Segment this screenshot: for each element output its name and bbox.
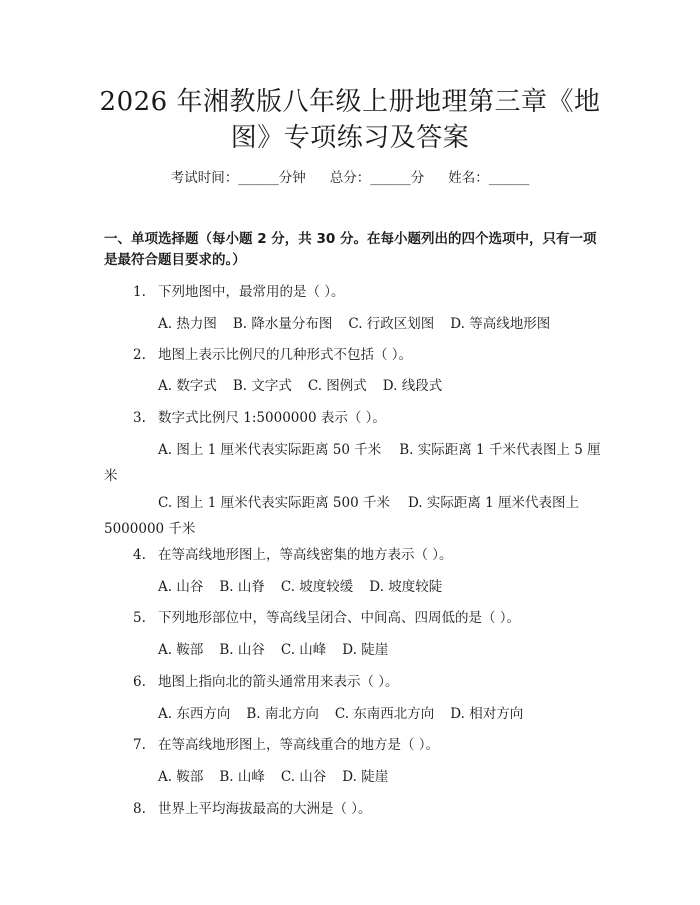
option-b: B. 山脊 [219,579,265,595]
title-line-1: 2026 年湘教版八年级上册地理第三章《地 [99,87,601,117]
option-d: D. 坡度较陡 [369,579,443,595]
question-number: 5. [133,610,146,626]
question-4 [133,545,603,565]
option-c: C. 山峰 [280,642,327,658]
question-2 [133,345,603,365]
question-3-options-row-1 [104,437,604,489]
question-number: 2. [133,347,146,363]
option-c: C. 图上 1 厘米代表实际距离 500 千米 [158,495,390,511]
option-a: A. 热力图 [158,316,217,332]
question-text: 地图上表示比例尺的几种形式不包括（ ）。 [158,347,413,363]
option-d: D. 实际距离 1 厘米代表图上 5000000 千米 [104,495,580,537]
question-1-options [158,314,608,334]
question-4-options [158,577,608,597]
question-text: 下列地图中，最常用的是（ ）。 [158,284,345,300]
option-c: C. 图例式 [307,378,367,394]
exam-info-line [0,168,700,188]
section-heading: 一、单项选择题（每小题 2 分，共 30 分。在每小题列出的四个选项中，只有一项是最符合题目要求的。） [104,231,597,268]
option-c: C. 坡度较缓 [280,579,354,595]
question-number: 3. [133,410,146,426]
question-1 [133,282,603,302]
option-c: C. 山谷 [280,769,327,785]
question-number: 8. [133,801,146,817]
option-b: B. 山谷 [219,642,265,658]
question-2-options [158,376,608,396]
option-b: B. 文字式 [232,378,292,394]
document-title [90,84,610,156]
option-c: C. 行政区划图 [348,316,435,332]
option-a: A. 鞍部 [158,642,204,658]
option-a: A. 东西方向 [158,706,231,722]
question-text: 在等高线地形图上，等高线重合的地方是（ ）。 [158,737,440,753]
option-d: D. 线段式 [382,378,443,394]
option-d: D. 等高线地形图 [450,316,551,332]
question-3-options-row-2 [104,490,604,542]
question-text: 数字式比例尺 1:5000000 表示（ ）。 [158,410,386,426]
option-d: D. 陡崖 [342,642,389,658]
question-7-options [158,767,608,787]
title-line-2: 图》专项练习及答案 [230,123,470,153]
option-b: B. 南北方向 [246,706,319,722]
option-d: D. 相对方向 [450,706,524,722]
option-b: B. 实际距离 1 千米代表图上 5 厘米 [104,442,601,484]
question-6 [133,672,603,692]
total-score-field: 总分：______分 [329,170,425,186]
question-number: 6. [133,674,146,690]
question-text: 地图上指向北的箭头通常用来表示（ ）。 [158,674,399,690]
question-text: 世界上平均海拔最高的大洲是（ ）。 [158,801,372,817]
option-b: B. 降水量分布图 [232,316,333,332]
option-a: A. 山谷 [158,579,204,595]
exam-time-field: 考试时间：______分钟 [170,170,306,186]
question-8 [133,799,603,819]
option-a: A. 鞍部 [158,769,204,785]
option-c: C. 东南西北方向 [334,706,435,722]
question-text: 下列地形部位中，等高线呈闭合、中间高、四周低的是（ ）。 [158,610,521,626]
question-5 [133,608,603,628]
option-a: A. 数字式 [158,378,217,394]
question-number: 7. [133,737,146,753]
option-b: B. 山峰 [219,769,265,785]
question-3 [133,408,603,428]
question-7 [133,735,603,755]
question-5-options [158,640,608,660]
question-number: 4. [133,547,146,563]
student-name-field: 姓名：______ [448,170,530,186]
option-d: D. 陡崖 [342,769,389,785]
question-number: 1. [133,284,146,300]
option-a: A. 图上 1 厘米代表实际距离 50 千米 [158,442,382,458]
question-text: 在等高线地形图上，等高线密集的地方表示（ ）。 [158,547,453,563]
question-6-options [158,704,608,724]
